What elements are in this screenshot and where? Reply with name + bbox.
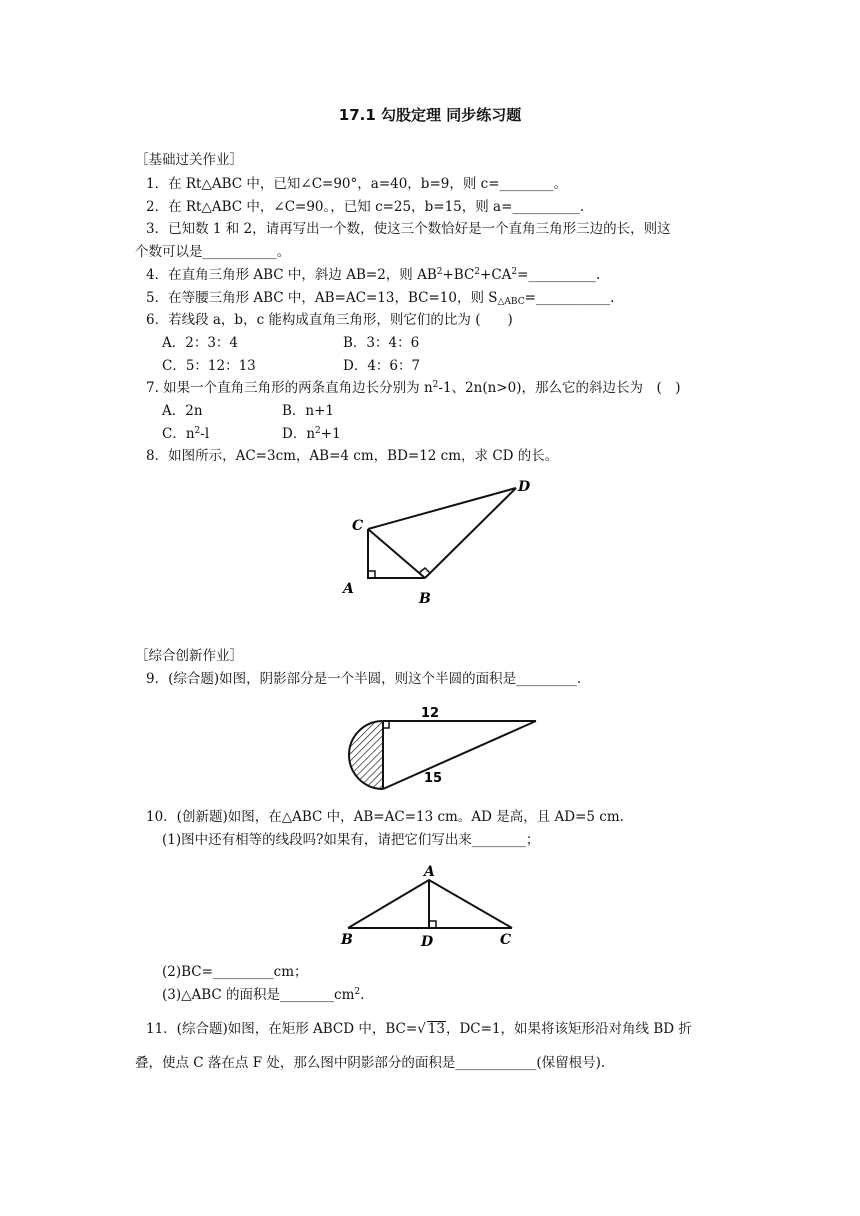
q7-option-a: A．2n (162, 403, 203, 419)
question-10-part-3: (3)△ABC 的面积是$\_\_\_\_\_\_\_\_cm^2$. (162, 987, 365, 1003)
question-10-part-2: (2)BC=_________cm； (162, 964, 308, 980)
figure-q9 (340, 700, 550, 790)
question-1: 1．在 Rt△ABC 中，已知∠C=90°，a=40，b=9，则 c=________。 (146, 176, 568, 192)
figure-q10 (335, 860, 535, 955)
label-b: B (419, 591, 431, 607)
section-comprehensive: ［综合创新作业］ (135, 648, 243, 664)
segment-15 (383, 721, 536, 789)
label-b: B (341, 932, 353, 948)
right-angle-mark-b (419, 568, 430, 573)
label-c: C (352, 518, 364, 534)
label-a: A (343, 581, 354, 597)
question-2: 2．在 Rt△ABC 中，∠C=90。，已知 c=25，b=15，则 a=__________. (146, 199, 585, 215)
question-9: 9．(综合题)如图，阴影部分是一个半圆，则这个半圆的面积是_________. (146, 671, 582, 687)
right-angle-mark-a (368, 571, 375, 578)
q6-option-b: B．3：4：6 (343, 335, 420, 351)
label-c: C (500, 932, 512, 948)
question-7: 7. 如果一个直角三角形的两条直角边长分别为 $n^2-1$、2n(n>0)，那么它的斜边长为 ( ) (146, 380, 681, 396)
segment-cd (368, 488, 516, 529)
question-10: 10．(创新题)如图，在△ABC 中，AB=AC=13 cm。AD 是高，且 AD=5 cm. (146, 809, 624, 825)
q6-option-a: A．2：3：4 (162, 335, 239, 351)
question-5: 5．在等腰三角形 ABC 中，AB=AC=13，BC=10，则 $S_{\triangle ABC}=\_\_\_\_\_\_\_\_\_\_\_$. (146, 290, 615, 307)
q6-option-c: C．5：12：13 (162, 358, 256, 374)
shaded-semicircle (349, 721, 383, 789)
page-title: 17.1 勾股定理 同步练习题 (338, 106, 522, 124)
label-d: D (518, 479, 531, 495)
question-4: 4．在直角三角形 ABC 中，斜边 AB=2，则 $AB^2+BC^2+CA^2=\_\_\_\_\_\_\_\_\_\_$. (146, 267, 601, 283)
label-12: 12 (421, 706, 440, 721)
question-11-line-2: 叠，使点 C 落在点 F 处，那么图中阴影部分的面积是____________(保留根号). (135, 1055, 606, 1071)
right-angle-mark (429, 921, 436, 928)
q7-option-c: C．$n^2-l$ (162, 426, 210, 442)
q7-option-d: D．$n^2+1$ (282, 426, 341, 442)
question-8: 8．如图所示，AC=3cm，AB=4 cm，BD=12 cm，求 CD 的长。 (146, 448, 559, 464)
question-3-line-2: 个数可以是___________。 (135, 244, 291, 260)
label-a: A (424, 864, 435, 880)
question-10-part-1: (1)图中还有相等的线段吗?如果有，请把它们写出来________； (162, 832, 540, 848)
section-basic: ［基础过关作业］ (135, 152, 243, 168)
q7-option-b: B．n+1 (282, 403, 335, 419)
segment-cb (368, 529, 425, 578)
question-3-line-1: 3．已知数 1 和 2，请再写出一个数，使这三个数恰好是一个直角三角形三边的长，则这 (146, 221, 671, 237)
label-d: D (421, 934, 434, 950)
label-15: 15 (424, 771, 443, 786)
figure-q8 (330, 470, 550, 610)
question-6: 6．若线段 a，b，c 能构成直角三角形，则它们的比为 ( ) (146, 312, 513, 328)
q6-option-d: D．4：6：7 (343, 358, 421, 374)
question-11-line-1: 11．(综合题)如图，在矩形 ABCD 中，BC=√ 13，DC=1，如果将该矩形沿对角线 BD 折 (146, 1021, 692, 1037)
